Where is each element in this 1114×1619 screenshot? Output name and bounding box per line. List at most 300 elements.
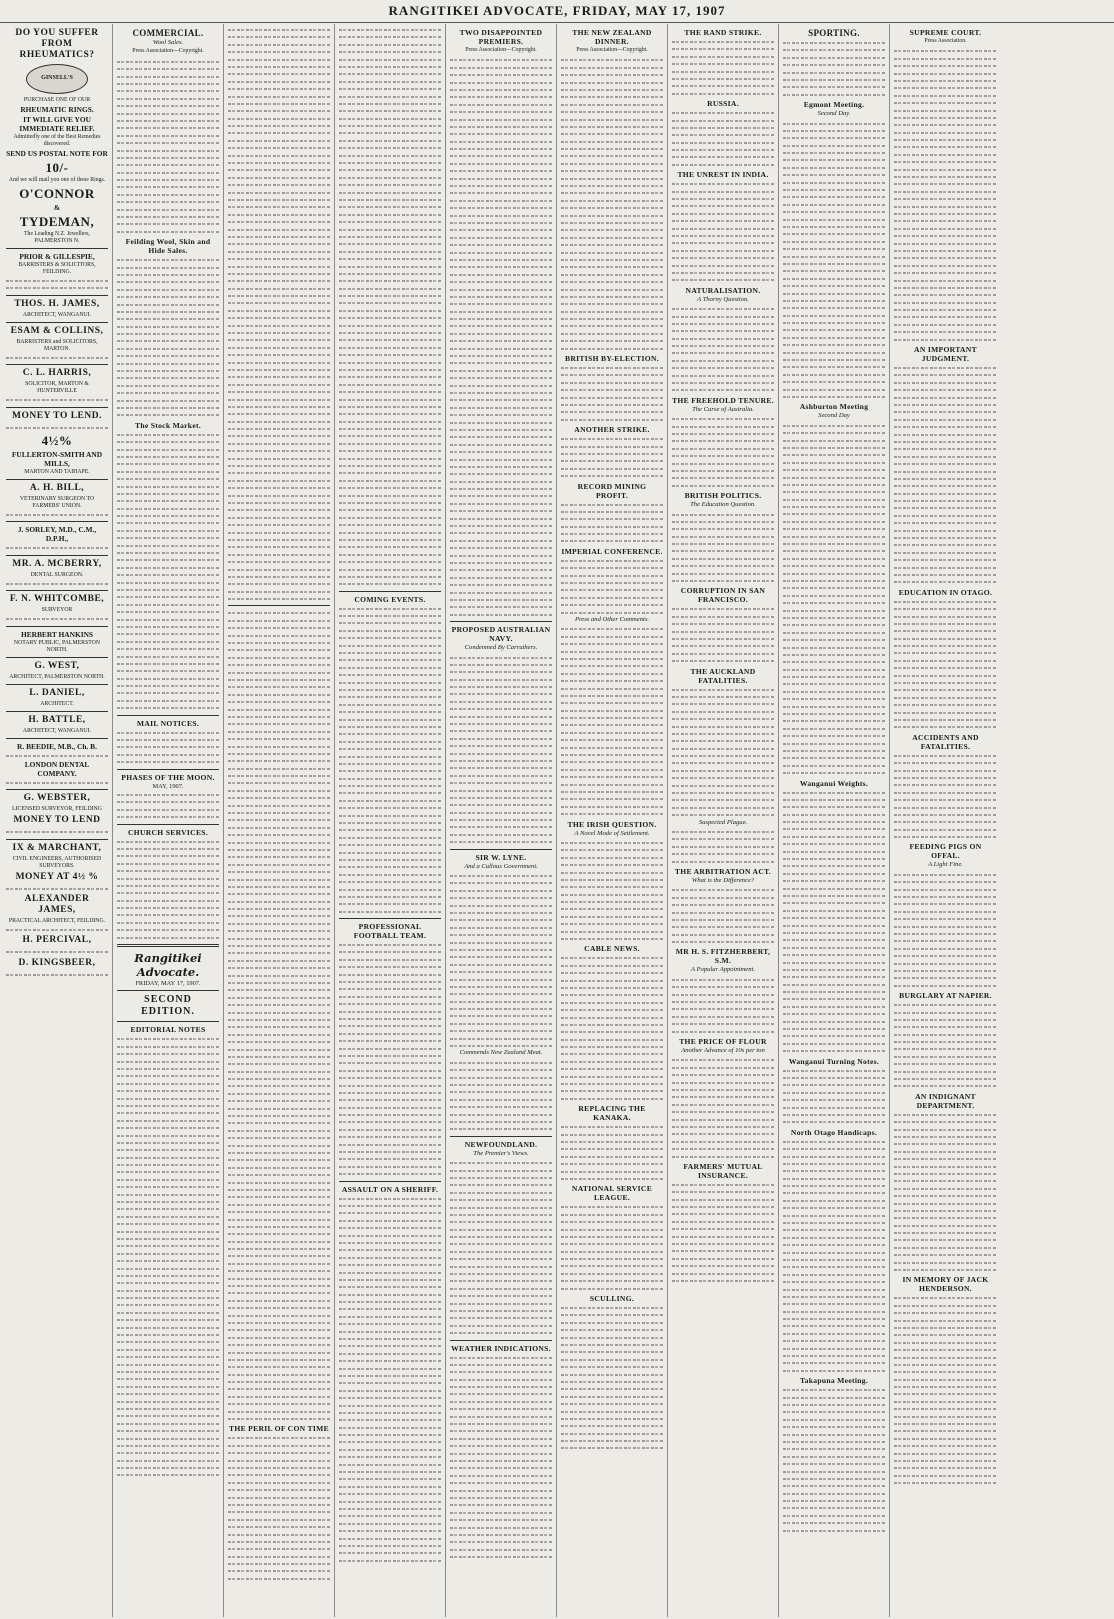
text-line: [117, 1043, 219, 1050]
text-line: [117, 875, 219, 882]
text-line: [450, 924, 552, 931]
text-line: [117, 838, 219, 845]
text-line: [339, 521, 441, 528]
text-line: [339, 484, 441, 491]
text-line: [339, 1394, 441, 1401]
text-line: [783, 1104, 885, 1111]
text-line: [339, 863, 441, 870]
text-line: [894, 871, 997, 878]
text-line: [894, 1133, 997, 1140]
text-line: [783, 1118, 885, 1125]
text-line: [561, 1363, 663, 1370]
section-egmont: Egmont Meeting.: [803, 100, 865, 110]
text-line: [339, 492, 441, 499]
text-line: [339, 115, 441, 122]
text-line: [894, 1009, 997, 1016]
text-line: [894, 262, 997, 269]
text-line: [894, 767, 997, 774]
text-line: [117, 301, 219, 308]
text-line: [117, 323, 219, 330]
text-line: [339, 33, 441, 40]
text-line: [894, 1170, 997, 1177]
text-line: [339, 1557, 441, 1564]
section-takapuna: Takapuna Meeting.: [799, 1376, 869, 1386]
text-line: [339, 1148, 441, 1155]
text-line: [339, 1133, 441, 1140]
text-line: [672, 1233, 774, 1240]
text-line: [117, 286, 219, 293]
text-line: [117, 483, 219, 490]
text-line: [339, 226, 441, 233]
text-line: [450, 492, 552, 499]
text-line: [228, 551, 330, 558]
text-line: [450, 1420, 552, 1427]
text-line: [783, 290, 885, 297]
text-line: [450, 485, 552, 492]
text-line: [672, 305, 774, 312]
text-line: [339, 1254, 441, 1261]
column-6-cables: [557, 24, 668, 1617]
text-line: [783, 1025, 885, 1032]
text-line: [450, 433, 552, 440]
text-line: [783, 208, 885, 215]
text-line: [561, 839, 663, 846]
text-line: [561, 167, 663, 174]
text-line: [228, 1349, 330, 1356]
ad-london-dental-title: LONDON DENTAL COMPANY.: [24, 759, 90, 778]
text-line: [117, 87, 219, 94]
subhead-education-question: The Education Question.: [690, 501, 756, 509]
text-line: [450, 101, 552, 108]
text-line: [561, 707, 663, 714]
text-line: [228, 1442, 330, 1449]
text-line: [450, 1005, 552, 1012]
text-line: [450, 705, 552, 712]
text-line: [561, 1145, 663, 1152]
text-line: [450, 286, 552, 293]
text-line: [228, 292, 330, 299]
text-line: [228, 661, 330, 668]
ad-daniel-sub: ARCHITECT.: [40, 700, 74, 707]
text-line: [339, 1461, 441, 1468]
text-line: [672, 620, 774, 627]
text-line: [450, 676, 552, 683]
text-line: [894, 408, 997, 415]
article-body-text: [894, 1001, 997, 1090]
article-body-text: [561, 954, 663, 1102]
text-line: [450, 698, 552, 705]
text-line: [783, 1394, 885, 1401]
text-line: [339, 1535, 441, 1542]
text-line: [339, 730, 441, 737]
text-line: [783, 599, 885, 606]
section-farmers-insurance: FARMERS' MUTUAL INSURANCE.: [683, 1161, 763, 1180]
text-line: [117, 1058, 219, 1065]
text-line: [339, 1209, 441, 1216]
text-line: [117, 213, 219, 220]
text-line: [339, 619, 441, 626]
text-line: [672, 1064, 774, 1071]
text-line: [783, 1386, 885, 1393]
text-line: [117, 653, 219, 660]
text-line: [561, 64, 663, 71]
text-line: [894, 99, 997, 106]
text-line: [339, 122, 441, 129]
text-line: [561, 1262, 663, 1269]
text-line: [117, 293, 219, 300]
text-line: [561, 386, 663, 393]
text-line: [783, 803, 885, 810]
text-line: [117, 1132, 219, 1139]
article-body-text: [117, 1035, 219, 1478]
text-line: [894, 1376, 997, 1383]
text-line: [894, 578, 997, 585]
text-line: [117, 1368, 219, 1375]
text-line: [783, 371, 885, 378]
text-line: [783, 644, 885, 651]
text-line: [228, 1523, 330, 1530]
text-line: [228, 314, 330, 321]
text-line: [783, 386, 885, 393]
ad-hankins-title: HERBERT HANKINS: [20, 629, 94, 639]
text-line: [339, 41, 441, 48]
text-line: [228, 351, 330, 358]
moon-month: MAY, 1907.: [152, 782, 184, 790]
text-line: [561, 861, 663, 868]
text-line: [561, 1356, 663, 1363]
text-line: [894, 1339, 997, 1346]
text-line: [450, 1464, 552, 1471]
text-line: [783, 1074, 885, 1081]
text-line: [450, 1066, 552, 1073]
article-body-text: [672, 1056, 774, 1159]
text-line: [783, 1453, 885, 1460]
text-line: [561, 108, 663, 115]
text-line: [228, 1149, 330, 1156]
text-line: [783, 378, 885, 385]
divider: [450, 1136, 552, 1137]
divider: [6, 479, 108, 480]
text-line: [339, 1542, 441, 1549]
text-line: [894, 254, 997, 261]
text-line: [228, 70, 330, 77]
text-line: [783, 488, 885, 495]
text-line: [450, 1531, 552, 1538]
text-line: [339, 381, 441, 388]
text-line: [117, 446, 219, 453]
section-naturalisation: NATURALISATION.: [685, 285, 761, 295]
text-line: [228, 1171, 330, 1178]
column-7-cables: [668, 24, 779, 1617]
text-line: [228, 890, 330, 897]
text-line: [450, 1204, 552, 1211]
ad-money-rate: 4½%: [41, 432, 73, 448]
text-line: [672, 1056, 774, 1063]
text-line: [339, 1246, 441, 1253]
subhead-press-comments: Press and Other Comments.: [574, 615, 650, 623]
text-line: [117, 697, 219, 704]
article-body-text: [894, 752, 997, 841]
text-line: [450, 953, 552, 960]
text-line: [561, 954, 663, 961]
ad-james-title: THOS. H. JAMES,: [14, 298, 100, 309]
text-line: [561, 699, 663, 706]
text-line: [894, 1038, 997, 1045]
text-line: [783, 142, 885, 149]
text-line: [561, 1341, 663, 1348]
text-line: [228, 1060, 330, 1067]
text-line: [672, 693, 774, 700]
section-san-francisco: CORRUPTION IN SAN FRANCISCO.: [680, 586, 766, 605]
text-line: [783, 1256, 885, 1263]
article-body-text: [228, 609, 330, 1422]
text-line: [339, 536, 441, 543]
text-line: [783, 855, 885, 862]
text-line: [783, 688, 885, 695]
text-line: [339, 1372, 441, 1379]
text-line: [450, 589, 552, 596]
divider: [339, 918, 441, 919]
text-line: [894, 1354, 997, 1361]
divider: [450, 849, 552, 850]
text-line: [894, 627, 997, 634]
text-line: [450, 946, 552, 953]
text-line: [228, 1449, 330, 1456]
text-line: [117, 154, 219, 161]
text-line: [339, 1015, 441, 1022]
text-line: [894, 299, 997, 306]
divider: [117, 769, 219, 770]
text-line: [561, 1371, 663, 1378]
text-line: [783, 747, 885, 754]
text-line: [450, 1390, 552, 1397]
text-line: [339, 1313, 441, 1320]
text-line: [339, 329, 441, 336]
text-line: [561, 1058, 663, 1065]
text-line: [228, 1090, 330, 1097]
text-line: [561, 962, 663, 969]
text-line: [672, 1079, 774, 1086]
text-line: [228, 905, 330, 912]
text-line: [450, 404, 552, 411]
text-line: [450, 478, 552, 485]
text-line: [450, 1361, 552, 1368]
text-line: [561, 394, 663, 401]
ad-sorley-title: J. SORLEY, M.D., C.M., D.P.H.,: [17, 525, 97, 544]
text-line: [228, 144, 330, 151]
text-line: [450, 887, 552, 894]
text-line: [228, 1289, 330, 1296]
subhead-novel-mode: A Novel Mode of Settlement.: [574, 829, 650, 837]
text-line: [339, 1365, 441, 1372]
text-line: [561, 1006, 663, 1013]
article-body-text: [117, 729, 219, 766]
text-line: [339, 299, 441, 306]
text-line: [450, 990, 552, 997]
divider: [6, 555, 108, 556]
section-coming-events: COMING EVENTS.: [354, 594, 426, 604]
ad-oconnor-amp: &: [53, 203, 61, 212]
text-line: [450, 256, 552, 263]
text-line: [450, 909, 552, 916]
article-body-text: [894, 871, 997, 989]
text-line: [894, 490, 997, 497]
text-line: [450, 764, 552, 771]
text-line: [228, 1464, 330, 1471]
text-line: [339, 1074, 441, 1081]
text-line: [783, 540, 885, 547]
text-line: [894, 1163, 997, 1170]
text-line: [894, 549, 997, 556]
text-line: [450, 757, 552, 764]
text-line: [561, 758, 663, 765]
text-line: [450, 823, 552, 830]
text-line: [450, 742, 552, 749]
text-line: [228, 1545, 330, 1552]
text-line: [561, 1385, 663, 1392]
text-line: [672, 269, 774, 276]
text-line: [561, 1073, 663, 1080]
text-line: [561, 586, 663, 593]
text-line: [783, 870, 885, 877]
section-commercial: COMMERCIAL.: [132, 28, 204, 38]
text-line: [672, 423, 774, 430]
text-line: [228, 189, 330, 196]
text-line: [561, 1095, 663, 1102]
text-line: [561, 71, 663, 78]
text-line: [561, 984, 663, 991]
text-line: [450, 71, 552, 78]
text-line: [561, 1050, 663, 1057]
text-line: [339, 1111, 441, 1118]
text-line: [339, 48, 441, 55]
text-line: [783, 754, 885, 761]
text-line: [450, 56, 552, 63]
text-line: [228, 1297, 330, 1304]
text-line: [672, 752, 774, 759]
text-line: [894, 284, 997, 291]
article-body-text: [783, 1067, 885, 1126]
text-line: [450, 1020, 552, 1027]
text-line: [339, 1008, 441, 1015]
text-line: [228, 255, 330, 262]
text-line: [228, 1046, 330, 1053]
text-line: [783, 1018, 885, 1025]
text-line: [783, 959, 885, 966]
text-line: [117, 586, 219, 593]
column-5-cables: [446, 24, 557, 1617]
text-line: [339, 1483, 441, 1490]
subhead-thorny-question: A Thorny Question.: [697, 295, 749, 303]
divider: [117, 715, 219, 716]
text-line: [561, 854, 663, 861]
text-line: [450, 1538, 552, 1545]
text-line: [450, 603, 552, 610]
text-line: [117, 139, 219, 146]
text-line: [672, 923, 774, 930]
text-line: [339, 978, 441, 985]
text-line: [783, 658, 885, 665]
text-line: [894, 497, 997, 504]
text-line: [339, 1453, 441, 1460]
text-line: [783, 1423, 885, 1430]
text-line: [450, 596, 552, 603]
text-line: [117, 1383, 219, 1390]
text-line: [561, 472, 663, 479]
text-line: [339, 189, 441, 196]
text-line: [561, 308, 663, 315]
text-line: [783, 732, 885, 739]
text-line: [894, 915, 997, 922]
text-line: [450, 1285, 552, 1292]
text-line: [783, 877, 885, 884]
text-line: [450, 500, 552, 507]
text-line: [894, 1001, 997, 1008]
text-line: [450, 1059, 552, 1066]
text-line: [450, 456, 552, 463]
text-line: [672, 68, 774, 75]
text-line: [561, 1203, 663, 1210]
text-line: [450, 152, 552, 159]
text-line: [783, 973, 885, 980]
ad-text-line: [6, 396, 108, 403]
text-line: [783, 1330, 885, 1337]
text-line: [894, 534, 997, 541]
ad-esam-title: ESAM & COLLINS,: [10, 325, 104, 336]
text-line: [228, 1312, 330, 1319]
text-line: [672, 562, 774, 569]
text-line: [783, 796, 885, 803]
article-body-text: [894, 364, 997, 586]
article-body-text: [894, 598, 997, 731]
text-line: [894, 151, 997, 158]
text-line: [450, 322, 552, 329]
section-assault-sheriff: ASSAULT ON A SHERIFF.: [341, 1184, 439, 1194]
text-line: [561, 803, 663, 810]
text-line: [339, 107, 441, 114]
text-line: [339, 1118, 441, 1125]
text-line: [339, 612, 441, 619]
text-line: [783, 1367, 885, 1374]
text-line: [561, 226, 663, 233]
text-line: [672, 210, 774, 217]
text-line: [783, 547, 885, 554]
text-line: [783, 811, 885, 818]
subhead-premier-views: The Premier's Views.: [473, 1149, 529, 1157]
ad-money-title: MONEY TO LEND.: [12, 410, 102, 421]
text-line: [894, 364, 997, 371]
text-line: [561, 744, 663, 751]
text-line: [339, 1052, 441, 1059]
text-line: [672, 811, 774, 818]
text-line: [450, 271, 552, 278]
text-line: [117, 1228, 219, 1235]
text-line: [894, 482, 997, 489]
text-line: [450, 138, 552, 145]
article-body-text: [672, 605, 774, 664]
text-line: [450, 559, 552, 566]
text-line: [339, 1104, 441, 1111]
text-line: [672, 1116, 774, 1123]
text-line: [672, 1013, 774, 1020]
text-line: [450, 690, 552, 697]
text-line: [450, 779, 552, 786]
text-line: [228, 1112, 330, 1119]
text-line: [783, 275, 885, 282]
text-line: [450, 1494, 552, 1501]
text-line: [561, 116, 663, 123]
text-line: [561, 337, 663, 344]
